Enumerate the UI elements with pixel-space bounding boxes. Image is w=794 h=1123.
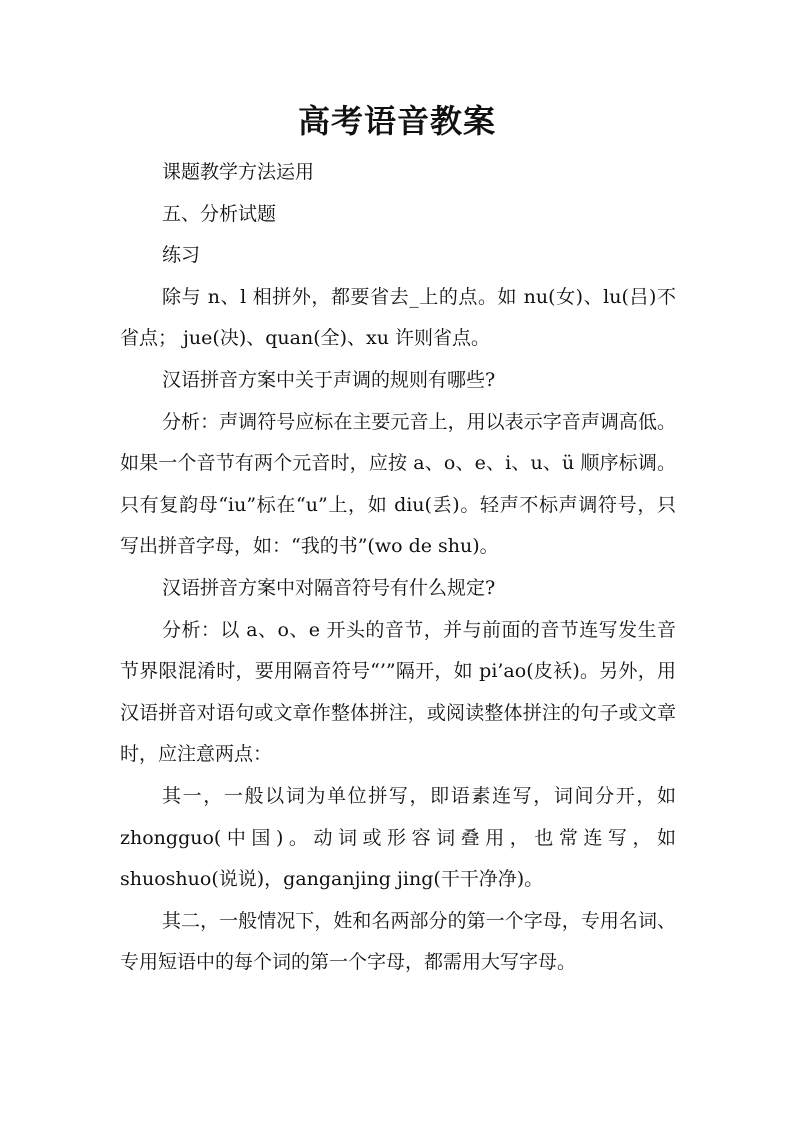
- paragraph-point-one: 其一，一般以词为单位拼写，即语素连写，词间分开，如 zhongguo(中国)。动词或形容词叠用，也常连写，如 shuoshuo(说说)，ganganjing jing(干干净净)。: [120, 784, 676, 891]
- paragraph-dot-rule: 除与 n、l 相拼外，都要省去_上的点。如 nu(女)、lu(吕)不省点； jue(决)、quan(全)、xu 许则省点。: [120, 285, 676, 350]
- paragraph-question-separator: 汉语拼音方案中对隔音符号有什么规定?: [162, 576, 496, 599]
- paragraph-analysis-separator: 分析：以 a、o、e 开头的音节，并与前面的音节连写发生音节界限混淆时，要用隔音符号“’”隔开，如 pi’ao(皮袄)。另外，用汉语拼音对语句或文章作整体拼注，或阅读整体拼注的句子或文章时，应注意两点：: [120, 618, 676, 766]
- paragraph-question-tone: 汉语拼音方案中关于声调的规则有哪些?: [162, 368, 496, 391]
- document-body: [120, 152, 676, 984]
- paragraph-exercise-label: 练习: [162, 244, 201, 267]
- paragraph-section-heading: 五、分析试题: [162, 202, 277, 225]
- paragraph-topic: 课题教学方法运用: [162, 161, 315, 183]
- paragraph-analysis-tone: 分析：声调符号应标在主要元音上，用以表示字音声调高低。如果一个音节有两个元音时，应按 a、o、e、i、u、ü 顺序标调。只有复韵母“iu”标在“u”上，如 diu(丢)。轻声不标声调符号，只写出拼音字母，如：“我的书”(wo de shu)。: [120, 410, 676, 558]
- page-title: 高考语音教案: [297, 102, 496, 140]
- paragraph-point-two: 其二，一般情况下，姓和名两部分的第一个字母，专用名词、专用短语中的每个词的第一个字母，都需用大写字母。: [120, 909, 676, 974]
